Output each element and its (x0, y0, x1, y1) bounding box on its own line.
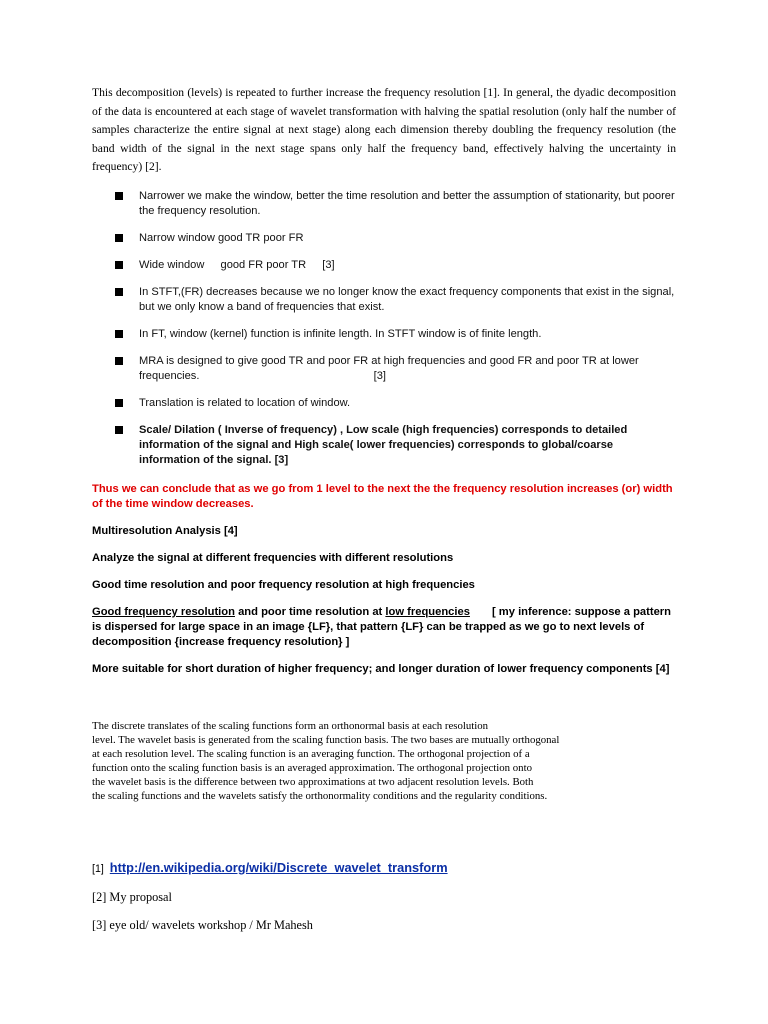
bullet-text: Wide window (139, 258, 205, 271)
discrete-paragraph: The discrete translates of the scaling functions form an orthonormal basis at each resolution level. The wavelet basis is generated from the scaling function basis. The two bases are mutually orthogonal at each resolution level. The scaling function is an averaging function. The orthogonal projection of a function onto the scaling function basis is an averaged approximation. The orthogonal projection onto the wavelet basis is the difference between two approximations at two adjacent resolution levels. Both the scaling functions and the wavelets satisfy the orthonormality conditions and the regularity conditions. (92, 719, 560, 803)
bullet-text: Narrower we make the window, better the time resolution and better the assumption of stationarity, but poorer the frequency resolution. (139, 189, 675, 217)
square-bullet-icon (115, 357, 123, 365)
bullet-item (92, 423, 676, 468)
bullet-item (92, 396, 676, 411)
wikipedia-link[interactable]: http://en.wikipedia.org/wiki/Discrete_wavelet_transform (109, 859, 448, 875)
mra-heading: Multiresolution Analysis [4] (92, 524, 238, 537)
bullet-item (92, 354, 676, 384)
bullet-text: In FT, window (kernel) function is infinite length. In STFT window is of finite length. (139, 327, 542, 340)
bullet-item (92, 189, 676, 219)
bullet-text: poor FR (263, 231, 304, 244)
suitable-line: More suitable for short duration of higher frequency; and longer duration of lower frequency components [4] (92, 662, 670, 675)
square-bullet-icon (115, 234, 123, 242)
document-page (92, 84, 676, 945)
good-frequency-paragraph: Good frequency resolution and poor time resolution at low frequencies [ my inference: suppose a pattern is dispersed for large space in an image {LF}, that pattern {LF} can be trapped as we go to next levels of decomposition {increase frequency resolution} ] (92, 605, 671, 648)
bullet-list (92, 189, 676, 468)
square-bullet-icon (115, 288, 123, 296)
analyze-line: Analyze the signal at different frequencies with different resolutions (92, 551, 454, 564)
bullet-text: Narrow window (139, 231, 215, 244)
bullet-text: MRA is designed to give good TR and poor FR at high frequencies and good FR and poor TR at lower frequencies. (139, 354, 639, 382)
underlined-term: Good frequency resolution (92, 605, 235, 618)
bullet-item (92, 231, 676, 246)
reference-3: [3] eye old/ wavelets workshop / Mr Mahesh (92, 917, 313, 932)
references (92, 860, 676, 933)
underlined-term: low frequencies (385, 605, 470, 618)
reference-1: [1] http://en.wikipedia.org/wiki/Discrete_wavelet_transform (92, 859, 448, 875)
bullet-text: Scale/ Dilation ( Inverse of frequency) , Low scale (high frequencies) corresponds to detailed information of the signal and High scale( lower frequencies) corresponds to global/coarse information of the signal. [3] (139, 423, 628, 466)
square-bullet-icon (115, 192, 123, 200)
inference-text: [ my inference: suppose a pattern is dispersed for large space in an image {LF}, that pattern {LF} can be trapped as we go to next levels of decomposition {increase frequency resolution} ] (92, 605, 671, 648)
bullet-text: good TR (217, 231, 261, 244)
intro-paragraph: This decomposition (levels) is repeated to further increase the frequency resolution [1]. In general, the dyadic decomposition of the data is encountered at each stage of wavelet transformation with halving the spatial resolution (only half the number of samples characterize the entire signal at next stage) along each dimension thereby doubling the frequency resolution (the band width of the signal in the next stage spans only half the frequency band, effectively halving the uncertainty in frequency) [2]. (92, 86, 676, 174)
square-bullet-icon (115, 399, 123, 407)
bullet-item (92, 285, 676, 315)
reference-2: [2] My proposal (92, 889, 172, 904)
bullet-item (92, 327, 676, 342)
bullet-text: In STFT,(FR) decreases because we no longer know the exact frequency components that exist in the signal, but we only know a band of frequencies that exist. (139, 285, 675, 313)
good-time-line: Good time resolution and poor frequency resolution at high frequencies (92, 578, 475, 591)
bullet-text: poor TR (266, 258, 307, 271)
square-bullet-icon (115, 426, 123, 434)
square-bullet-icon (115, 330, 123, 338)
bullet-text: Translation is related to location of window. (139, 396, 351, 409)
square-bullet-icon (115, 261, 123, 269)
citation: [3] (322, 258, 335, 271)
conclusion-text: Thus we can conclude that as we go from 1 level to the next the the frequency resolution increases (or) width of the time window decreases. (92, 482, 673, 510)
bullet-item (92, 258, 676, 273)
bullet-text: good FR (220, 258, 264, 271)
citation: [3] (373, 369, 386, 382)
